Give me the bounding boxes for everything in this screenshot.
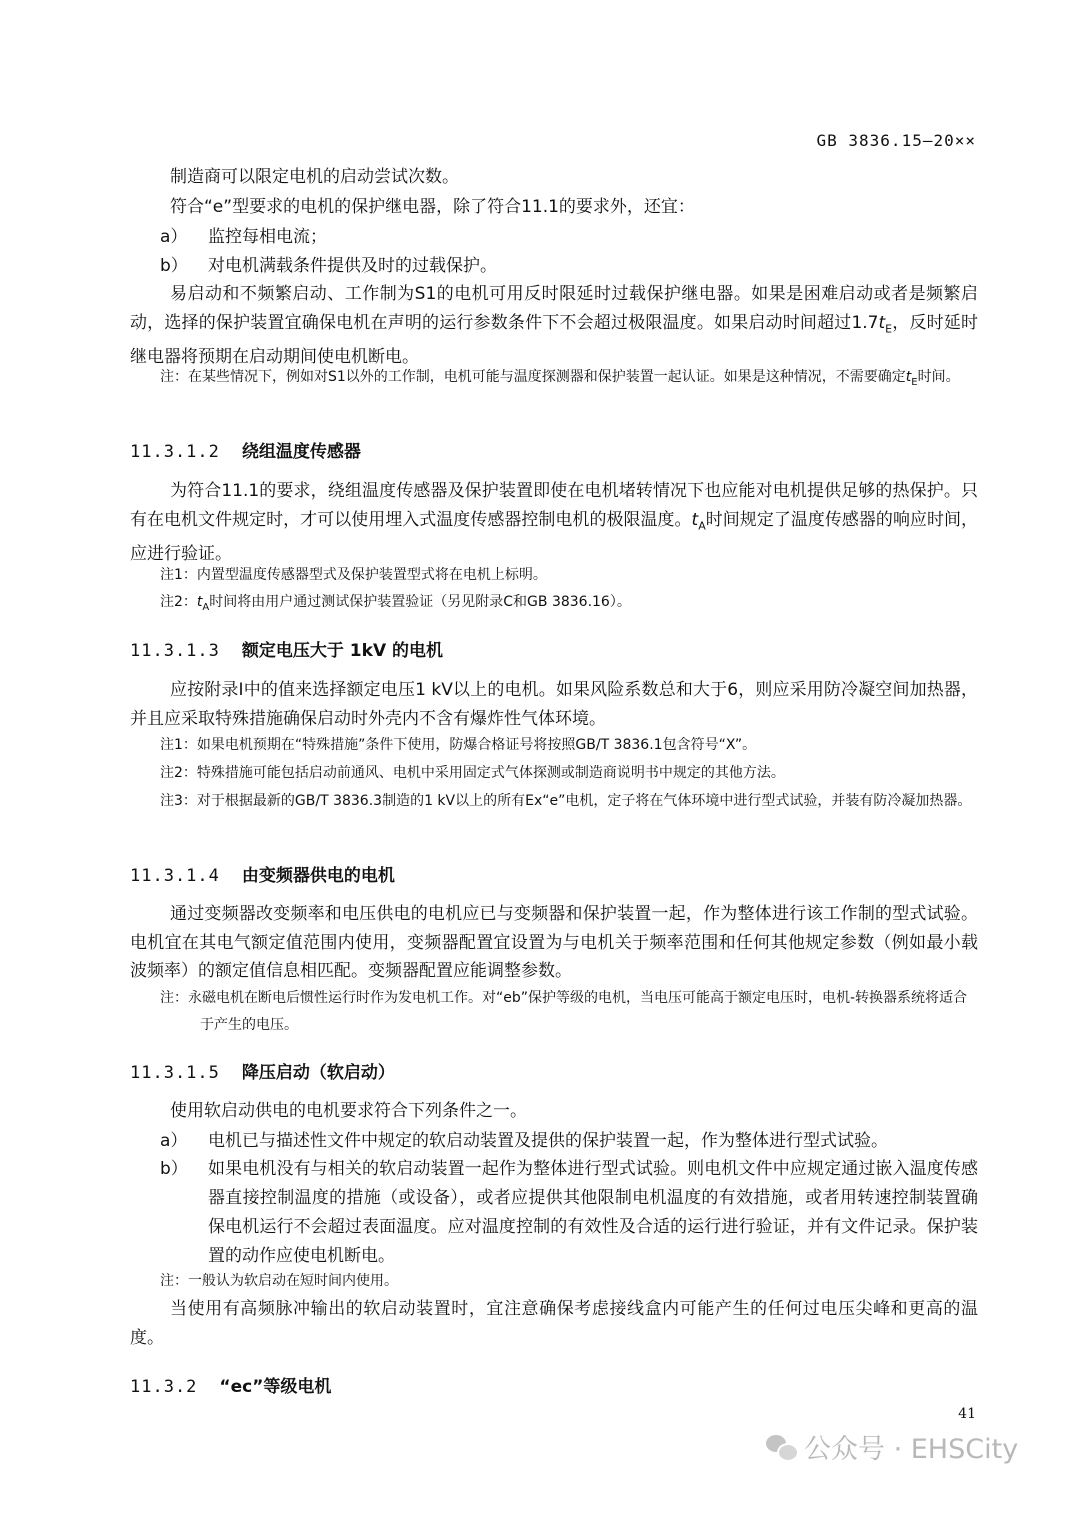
paragraph-inverter: 通过变频器改变频率和电压供电的电机应已与变频器和保护装置一起，作为整体进行该工作制的型式试验。电机宜在其电气额定值范围内使用，变频器配置宜设置为与电机关于频率范围和任何其他规定参数（例如最小载波频率）的额定值信息相匹配。变频器配置应能调整参数。: [130, 904, 978, 981]
section-heading: 11.3.1.3 额定电压大于 1kV 的电机: [130, 641, 444, 661]
list-item: [160, 1127, 978, 1156]
list-item-label: b）: [160, 256, 188, 276]
list-item: [160, 223, 978, 252]
list-item-label: a）: [160, 1131, 188, 1151]
section-heading: 11.3.2 “ec”等级电机: [130, 1377, 332, 1397]
page-number: 41: [958, 1406, 976, 1422]
list-item-label: a）: [160, 227, 188, 247]
note: 注：永磁电机在断电后惯性运行时作为发电机工作。对“eb”保护等级的电机，当电压可能高于额定电压时，电机-转换器系统将适合于产生的电压。: [160, 990, 968, 1033]
note: 注3：对于根据最新的GB/T 3836.3制造的1 kV以上的所有Ex“e”电机，定子将在气体环境中进行型式试验，并装有防冷凝加热器。: [160, 793, 972, 809]
paragraph-winding-sensor: 为符合11.1的要求，绕组温度传感器及保护装置即使在电机堵转情况下也应能对电机提供足够的热保护。只有在电机文件规定时，才可以使用埋入式温度传感器控制电机的极限温度。$t_A$时间规定了温度传感器的响应时间，应进行验证。: [130, 481, 979, 565]
watermark: [766, 1427, 1018, 1466]
paragraph-start-attempts: 制造商可以限定电机的启动尝试次数。: [170, 167, 459, 187]
note: 注：一般认为软启动在短时间内使用。: [160, 1273, 398, 1289]
list-item: [160, 1155, 978, 1271]
list-item-label: b）: [160, 1159, 188, 1179]
section-heading: 11.3.1.2 绕组温度传感器: [130, 442, 361, 462]
list-item: [160, 252, 978, 281]
watermark-text: 公众号 · EHSCity: [804, 1434, 1019, 1465]
paragraph-soft-start-intro: 使用软启动供电的电机要求符合下列条件之一。: [170, 1101, 527, 1121]
wechat-icon: [766, 1435, 796, 1459]
note: 注1：内置型温度传感器型式及保护装置型式将在电机上标明。: [160, 567, 547, 583]
list-item-text: 监控每相电流；: [208, 227, 327, 247]
standard-number: GB 3836.15—20××: [816, 131, 976, 150]
list-item-text: 如果电机没有与相关的软启动装置一起作为整体进行型式试验。则电机文件中应规定通过嵌入温度传感器直接控制温度的措施（或设备），或者应提供其他限制电机温度的有效措施，或者用转速控制装置确保电机运行不会超过表面温度。应对温度控制的有效性及合适的运行进行验证，并有文件记录。保护装置的动作应使电机断电。: [208, 1159, 978, 1266]
list-item-text: 电机已与描述性文件中规定的软启动装置及提供的保护装置一起，作为整体进行型式试验。: [208, 1131, 888, 1151]
paragraph-overload-relay: 易启动和不频繁启动、工作制为S1的电机可用反时限延时过载保护继电器。如果是困难启动或者是频繁启动，选择的保护装置宜确保电机在声明的运行参数条件下不会超过极限温度。如果启动时间超过$1.7t_E$，反时延时继电器将预期在启动期间使电机断电。: [130, 284, 978, 368]
section-heading: 11.3.1.4 由变频器供电的电机: [130, 866, 395, 886]
paragraph-soft-start-hf: 当使用有高频脉冲输出的软启动装置时，宜注意确保考虑接线盒内可能产生的任何过电压尖峰和更高的温度。: [130, 1299, 978, 1348]
note: 注2：$t_A$时间将由用户通过测试保护装置验证（另见附录C和GB 3836.16）。: [160, 594, 631, 613]
section-heading: 11.3.1.5 降压启动（软启动）: [130, 1063, 395, 1083]
paragraph-high-voltage: 应按附录I中的值来选择额定电压1 kV以上的电机。如果风险系数总和大于6，则应采用防冷凝空间加热器，并且应采取特殊措施确保启动时外壳内不含有爆炸性气体环境。: [130, 680, 978, 729]
note: 注1：如果电机预期在“特殊措施”条件下使用，防爆合格证号将按照GB/T 3836.1包含符号“X”。: [160, 737, 757, 753]
note: 注2：特殊措施可能包括启动前通风、电机中采用固定式气体探测或制造商说明书中规定的其他方法。: [160, 765, 785, 781]
paragraph-protection-relay: 符合“e”型要求的电机的保护继电器，除了符合11.1的要求外，还宜：: [170, 197, 695, 217]
list-item-text: 对电机满载条件提供及时的过载保护。: [208, 256, 497, 276]
note: 注：在某些情况下，例如对S1以外的工作制，电机可能与温度探测器和保护装置一起认证。如果是这种情况，不需要确定$t_E$时间。: [160, 369, 960, 388]
